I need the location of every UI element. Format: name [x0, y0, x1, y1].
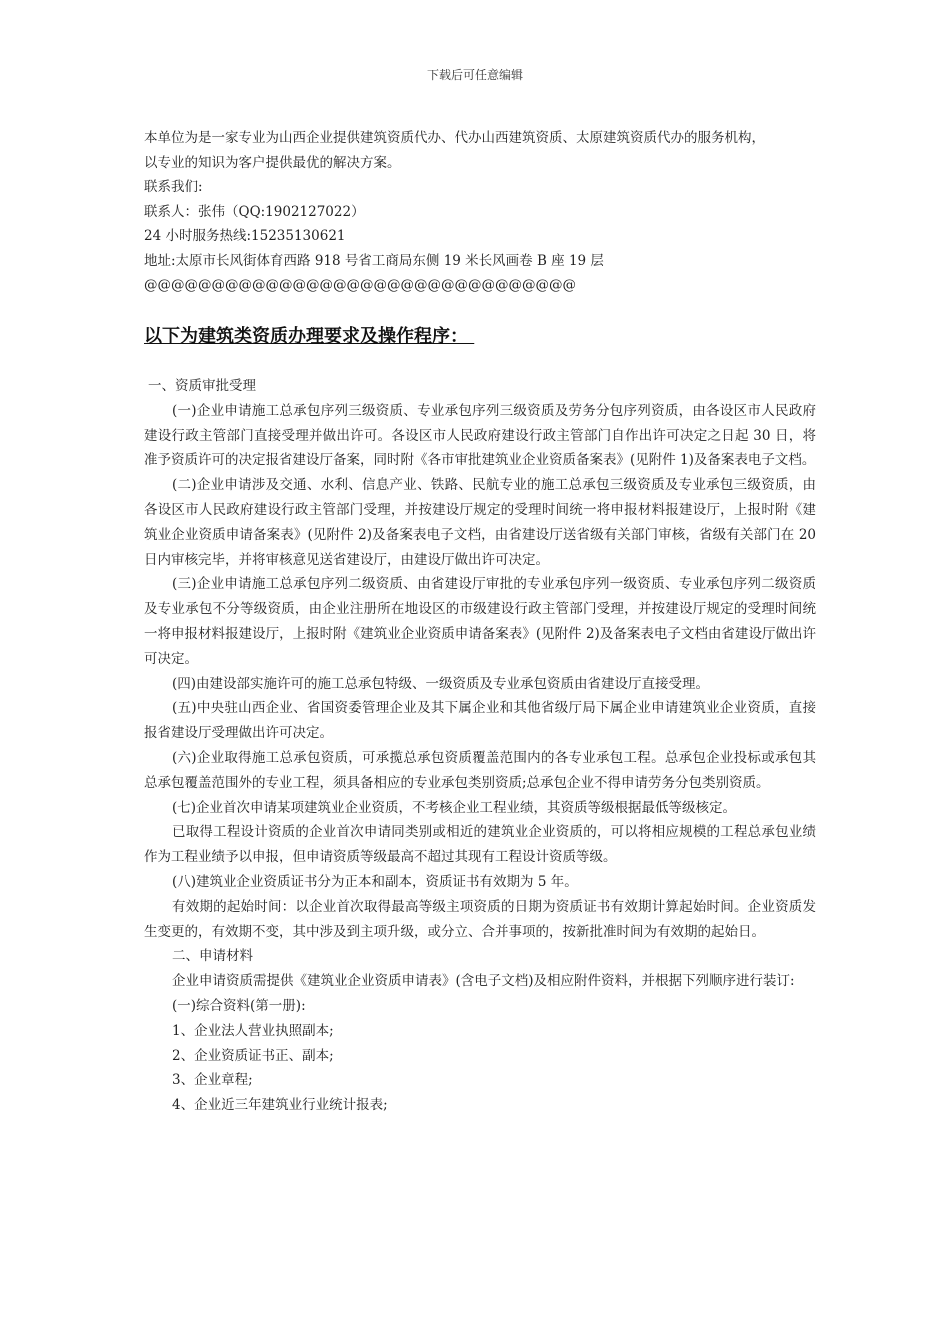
paragraph: 企业申请资质需提供《建筑业企业资质申请表》(含电子文档)及相应附件资料，并根据下列顺序进行装订:: [172, 973, 795, 990]
list-item: 4、企业近三年建筑业行业统计报表;: [172, 1097, 388, 1114]
list-item: 1、企业法人营业执照副本;: [172, 1022, 334, 1039]
paragraph: (二)企业申请涉及交通、水利、信息产业、铁路、民航专业的施工总承包三级资质及专业承包三级资质，由各设区市人民政府建设行政主管部门受理，并按建设厅规定的受理时间统一将申报材料报建设厅，上报时附《建筑业企业资质申请备案表》(见附件 2)及备案表电子文档，由省建设厅送省级有关部门审核，省级有关部门在 20 日内审核完毕，并将审核意见送省建设厅，由建设厅做出许可决定。: [144, 477, 816, 568]
paragraph: 有效期的起始时间：以企业首次取得最高等级主项资质的日期为资质证书有效期计算起始时间。企业资质发生变更的，有效期不变，其中涉及到主项升级，或分立、合并事项的，按新批准时间为有效期的起始日。: [144, 898, 816, 940]
intro-line: 本单位为是一家专业为山西企业提供建筑资质代办、代办山西建筑资质、太原建筑资质代办的服务机构，: [144, 130, 765, 146]
paragraph: (八)建筑业企业资质证书分为正本和副本，资质证书有效期为 5 年。: [172, 873, 578, 890]
list-item: 3、企业章程;: [172, 1072, 253, 1089]
paragraph: (五)中央驻山西企业、省国资委管理企业及其下属企业和其他省级厅局下属企业申请建筑业企业资质，直接报省建设厅受理做出许可决定。: [144, 700, 816, 742]
paragraph: (四)由建设部实施许可的施工总承包特级、一级资质及专业承包资质由省建设厅直接受理。: [172, 675, 710, 692]
section-heading: 以下为建筑类资质办理要求及操作程序：: [144, 326, 475, 347]
intro-block: [144, 126, 814, 298]
section-title-1: 一、资质审批受理: [148, 378, 256, 394]
intro-line: 以专业的知识为客户提供最优的解决方案。: [144, 154, 401, 171]
paragraph: (六)企业取得施工总承包资质，可承揽总承包资质覆盖范围内的各专业承包工程。总承包企业投标或承包其总承包覆盖范围外的专业工程，须具备相应的专业承包类别资质;总承包企业不得申请劳务分包类别资质。: [144, 749, 816, 791]
document-body: [144, 374, 816, 1118]
contact-address: 地址:太原市长风街体育西路 918 号省工商局东侧 19 米长风画卷 B 座 19 层: [144, 252, 604, 269]
paragraph: (三)企业申请施工总承包序列二级资质、由省建设厅审批的专业承包序列一级资质、专业承包序列二级资质及专业承包不分等级资质，由企业注册所在地设区的市级建设行政主管部门受理，并按建设厅规定的受理时间统一将申报材料报建设厅，上报时附《建筑业企业资质申请备案表》(见附件 2)及备案表电子文档由省建设厅做出许可决定。: [144, 576, 816, 667]
list-item: 2、企业资质证书正、副本;: [172, 1047, 334, 1064]
paragraph: (一)企业申请施工总承包序列三级资质、专业承包序列三级资质及劳务分包序列资质，由各设区市人民政府建设行政主管部门直接受理并做出许可。各设区市人民政府建设行政主管部门自作出许可决定之日起 30 日，将准予资质许可的决定报省建设厅备案，同时附《各市审批建筑业企业资质备案表》(见附件 1)及备案表电子文档。: [144, 402, 816, 469]
section-title-2: 二、申请材料: [172, 948, 253, 965]
contact-person: 联系人：张伟（QQ:1902127022）: [144, 203, 365, 220]
page-header-note: 下载后可任意编辑: [426, 68, 523, 82]
paragraph: 已取得工程设计资质的企业首次申请同类别或相近的建筑业企业资质的，可以将相应规模的工程总承包业绩作为工程业绩予以申报，但申请资质等级最高不超过其现有工程设计资质等级。: [144, 824, 816, 866]
separator-line: @@@@@@@@@@@@@@@@@@@@@@@@@@@@@@@@: [144, 277, 576, 293]
contact-hotline: 24 小时服务热线:15235130621: [144, 228, 346, 244]
paragraph: (一)综合资料(第一册):: [172, 997, 306, 1014]
contact-label: 联系我们:: [144, 179, 203, 195]
paragraph: (七)企业首次申请某项建筑业企业资质，不考核企业工程业绩，其资质等级根据最低等级核定。: [172, 799, 737, 816]
